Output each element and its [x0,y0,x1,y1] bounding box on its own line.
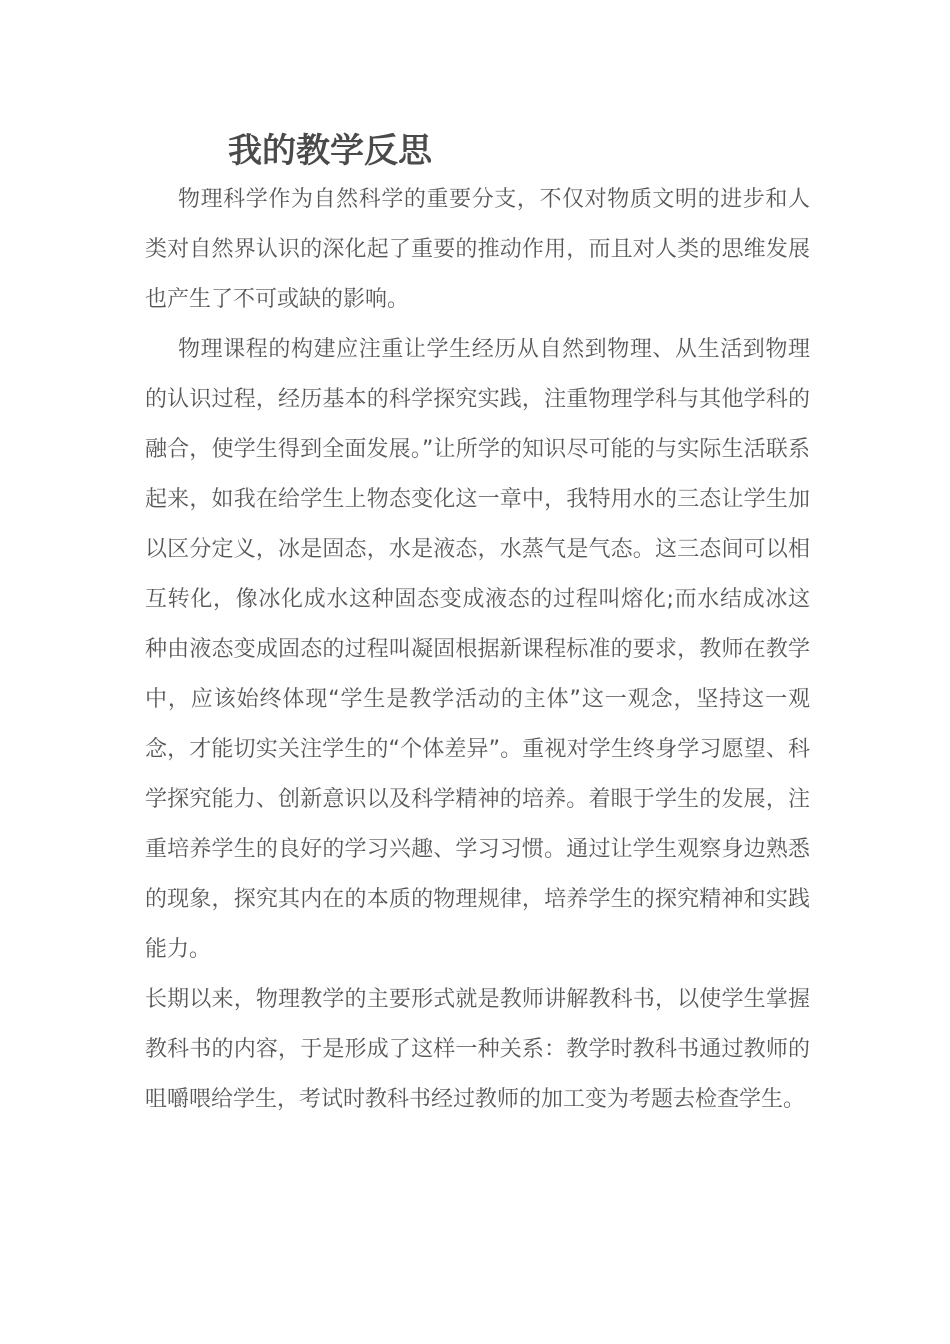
document-title: 我的教学反思 [228,131,432,171]
paragraph-3: 长期以来，物理教学的主要形式就是教师讲解教科书，以使学生掌握教科书的内容，于是形成了这样一种关系：教学时教科书通过教师的咀嚼喂给学生，考试时教科书经过教师的加工变为考题去检查学生。 [145,987,810,1112]
paragraph-1: 物理科学作为自然科学的重要分支，不仅对物质文明的进步和人类对自然界认识的深化起了重要的推动作用，而且对人类的思维发展也产生了不可或缺的影响。 [145,187,810,312]
paragraph-2: 物理课程的构建应注重让学生经历从自然到物理、从生活到物理的认识过程，经历基本的科学探究实践，注重物理学科与其他学科的融合，使学生得到全面发展。”让所学的知识尽可能的与实际生活联系起来，如我在给学生上物态变化这一章中，我特用水的三态让学生加以区分定义，冰是固态，水是液态，水蒸气是气态。这三态间可以相互转化，像冰化成水这种固态变成液态的过程叫熔化;而水结成冰这种由液态变成固态的过程叫凝固根据新课程标准的要求，教师在教学中，应该始终体现“学生是教学活动的主体”这一观念，坚持这一观念，才能切实关注学生的“个体差异”。重视对学生终身学习愿望、科学探究能力、创新意识以及科学精神的培养。着眼于学生的发展，注重培养学生的良好的学习兴趣、学习习惯。通过让学生观察身边熟悉的现象，探究其内在的本质的物理规律，培养学生的探究精神和实践能力。 [145,337,810,962]
document-body [145,175,810,1125]
